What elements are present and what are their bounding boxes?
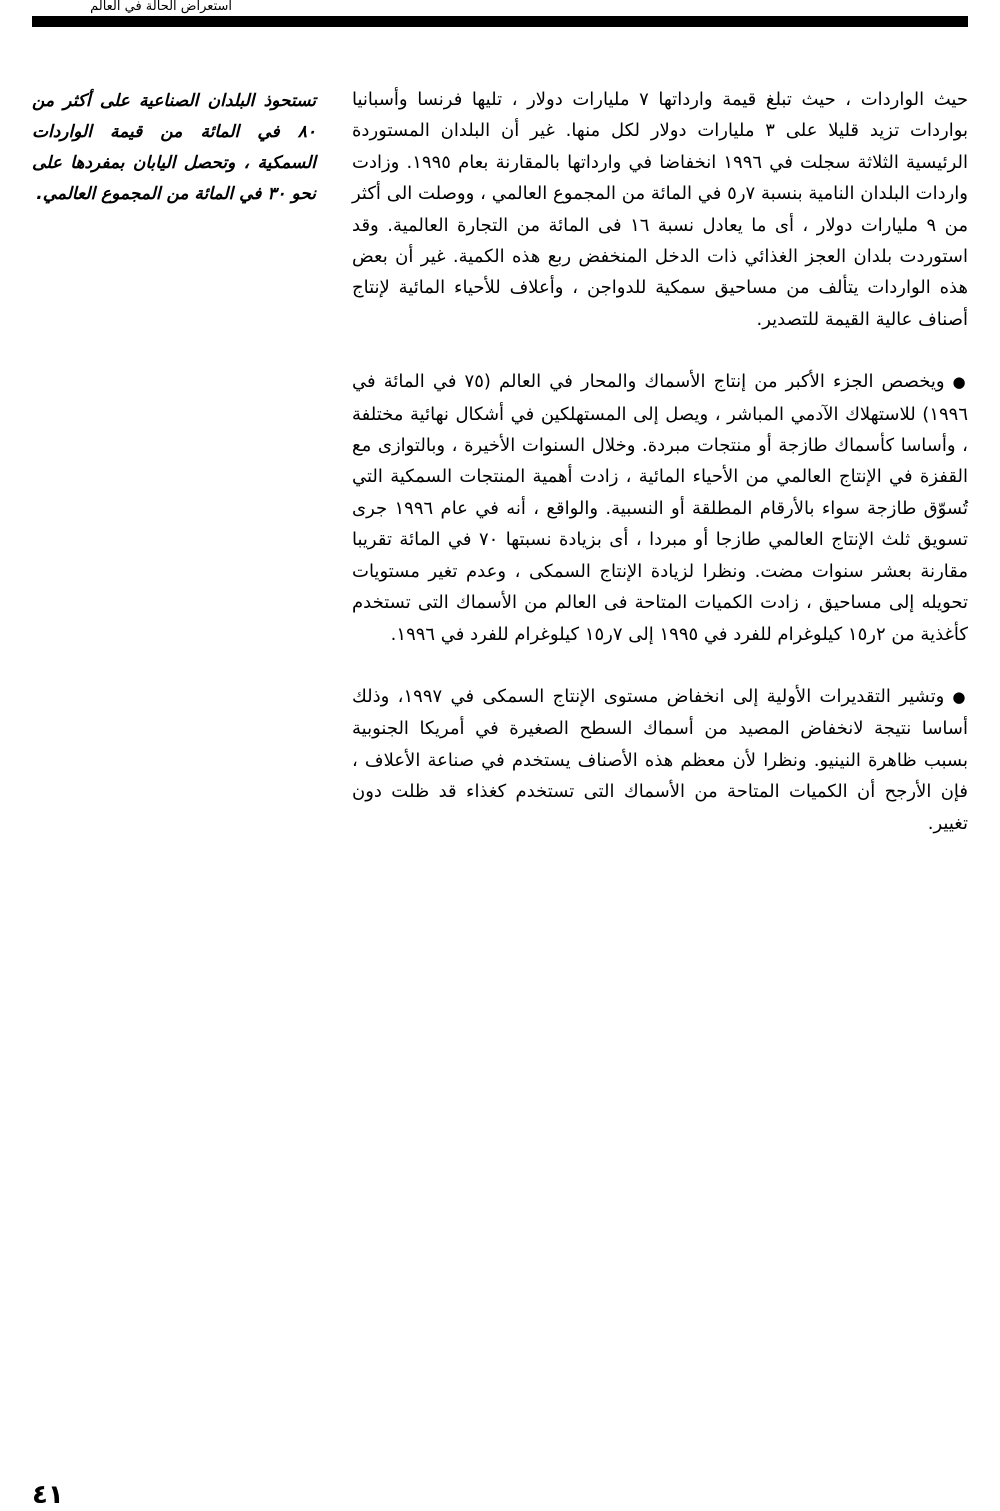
main-text-column <box>352 84 968 839</box>
margin-note <box>32 86 316 210</box>
header-rule <box>32 16 968 27</box>
paragraph-text: ويخصص الجزء الأكبر من إنتاج الأسماك والمحار في العالم (٧٥ في المائة في ١٩٩٦) للاستهلاك الآدمي المباشر ، ويصل إلى المستهلكين في أشكال نهائية مختلفة ، وأساسا كأسماك طازجة أو منتجات مبردة. وخلال السنوات الأخيرة ، وبالتوازى مع القفزة في الإنتاج العالمي من الأحياء المائية ، زادت أهمية المنتجات السمكية التي تُسوّق طازجة سواء بالأرقام المطلقة أو النسبية. والواقع ، أنه في عام ١٩٩٦ جرى تسويق ثلث الإنتاج العالمي طازجا أو مبردا ، أى بزيادة نسبتها ٧٠ في المائة تقريبا مقارنة بعشر سنوات مضت. ونظرا لزيادة الإنتاج السمكى ، وعدم تغير مستويات تحويله إلى مساحيق ، زادت الكميات المتاحة فى العالم من الأسماك التى تستخدم كأغذية من ٢ر١٥ كيلوغرام للفرد في ١٩٩٥ إلى ٧ر١٥ كيلوغرام للفرد في ١٩٩٦. <box>352 371 969 645</box>
page-number: ٤١ <box>32 1480 64 1510</box>
paragraph-estimates <box>352 681 968 839</box>
paragraph-imports <box>352 84 968 335</box>
paragraph-text: حيث الواردات ، حيث تبلغ قيمة وارداتها ٧ مليارات دولار ، تليها فرنسا وأسبانيا بواردات تزيد قليلا على ٣ مليارات دولار لكل منها. غير أن البلدان المستوردة الرئيسية الثلاثة سجلت في ١٩٩٦ انخفاضا في وارداتها بالمقارنة بعام ١٩٩٥. وزادت واردات البلدان النامية بنسبة ٧ر٥ في المائة من المجموع العالمي ، ووصلت الى أكثر من ٩ مليارات دولار ، أى ما يعادل نسبة ١٦ فى المائة من التجارة العالمية. وقد استوردت بلدان العجز الغذائي ذات الدخل المنخفض ربع هذه الكمية. غير أن بعض هذه الواردات يتألف من مساحيق سمكية للدواجن ، وأعلاف للأحياء المائية لإنتاج أصناف عالية القيمة للتصدير. <box>352 89 969 330</box>
margin-note-text: تستحوذ البلدان الصناعية على أكثر من ٨٠ في المائة من قيمة الواردات السمكية ، وتحصل اليابان بمفردها على نحو ٣٠ في المائة من المجموع العالمي. <box>32 91 316 204</box>
paragraph-consumption <box>352 366 968 650</box>
bullet-icon: ● <box>952 373 968 392</box>
running-header-title: استعراض الحالة في العالم <box>90 0 232 14</box>
paragraph-text: وتشير التقديرات الأولية إلى انخفاض مستوى الإنتاج السمكى في ١٩٩٧، وذلك أساسا نتيجة لانخفاض المصيد من أسماك السطح الصغيرة في أمريكا الجنوبية بسبب ظاهرة النينيو. ونظرا لأن معظم هذه الأصناف يستخدم في صناعة الأعلاف ، فإن الأرجح أن الكميات المتاحة من الأسماك التى تستخدم كغذاء قد ظلت دون تغيير. <box>352 685 968 834</box>
bullet-icon: ● <box>952 687 968 706</box>
